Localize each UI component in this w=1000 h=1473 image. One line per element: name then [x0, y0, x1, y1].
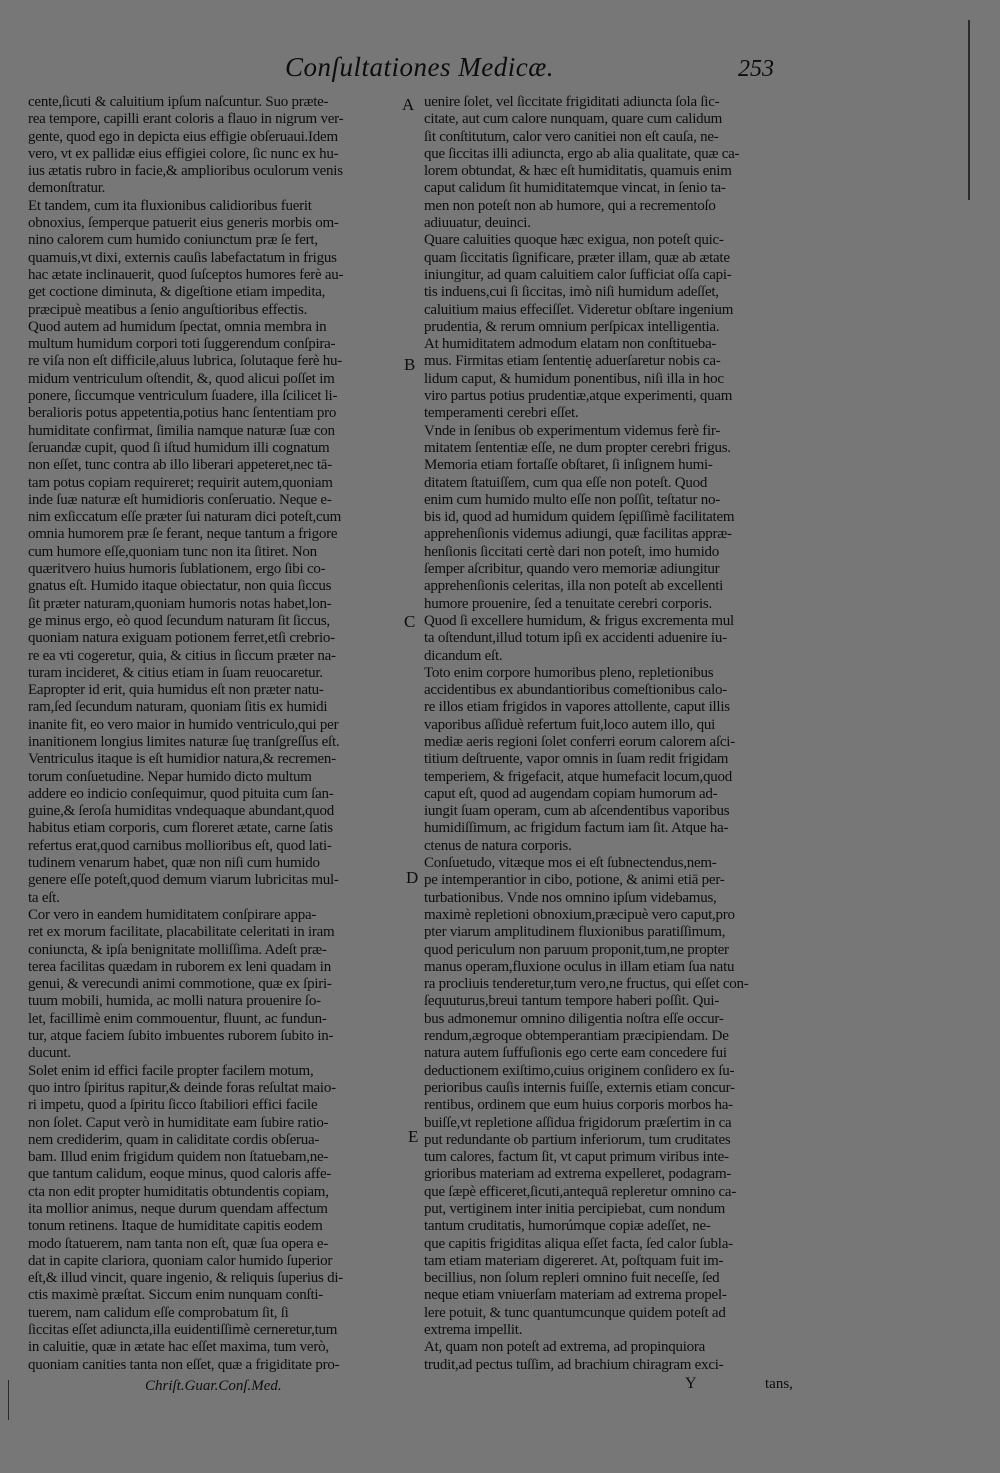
- text-line: tum calores, factum ſit, vt caput primum viribus inte-: [424, 1149, 729, 1166]
- text-line: non eſſet, tunc contra ab illo liberari appeteret,nec tā-: [28, 457, 332, 474]
- text-line: tur, atque faciem ſubito imbuentes ruborem ſubito in-: [28, 1028, 334, 1045]
- text-line: omnia humorem præ ſe ferant, neque tantum a frigore: [28, 526, 338, 543]
- text-line: tantum cruditatis, humorúmque copiæ adeſſet, ne-: [424, 1218, 711, 1235]
- text-line: mus. Firmitas etiam ſententię aduerſaretur nobis ca-: [424, 353, 721, 370]
- text-line: obnoxius, ſemperque patuerit eius generis morbis om-: [28, 215, 339, 232]
- text-line: humidiſſimum, ac frigidum factum iam ſit. Atque ha-: [424, 820, 729, 837]
- text-line: Et tandem, cum ita fluxionibus calidioribus fuerit: [28, 197, 312, 214]
- text-line: refertus erat,quod carnibus mollioribus eſt, quod lati-: [28, 837, 332, 854]
- text-line: non ſolet. Caput verò in humiditate eam ſubire ratio-: [28, 1114, 329, 1131]
- text-line: uenire ſolet, vel ſiccitate frigiditati adiuncta ſola ſic-: [424, 94, 720, 110]
- text-line: humiditate confirmat, ſimilia namque naturæ ſuæ con: [28, 422, 335, 439]
- text-line: rentibus, ordinem que eum huius corporis morbos ha-: [424, 1097, 733, 1114]
- text-line: guine,& ſeroſa humiditas vndequaque abundant,quod: [28, 803, 335, 820]
- text-line: ſit præter naturam,quoniam humoris notas habet,lon-: [28, 595, 332, 612]
- text-line: que ſiccitas illi adiuncta, ergo ab alia qualitate, quæ ca-: [424, 145, 740, 162]
- text-line: adiuuatur, deuinci.: [424, 215, 531, 232]
- text-line: At humiditatem admodum elatam non conſtitueba-: [424, 336, 717, 353]
- text-line: maximè repletioni obnoxium,præcipuè vero caput,pro: [424, 906, 735, 923]
- text-line: cum humore eſſe,quoniam tunc non ita ſitiret. Non: [28, 543, 317, 560]
- text-line: temperamenti cerebri eſſet.: [424, 405, 579, 422]
- text-line: vero, vt ex pallidæ eius effigiei colore, ſic nunc ex hu-: [28, 145, 339, 162]
- text-line: tudinem venarum habet, quæ non niſi cum humido: [28, 855, 320, 872]
- text-line: Ventriculus itaque is eſt humidior natura,& recremen-: [28, 751, 336, 768]
- text-line: quo intro ſpiritus rapitur,& deinde foras reſultat maio-: [28, 1079, 336, 1096]
- text-line: habitus etiam corporis, cum floreret ætate, carne ſatis: [28, 820, 333, 837]
- page-number: 253: [738, 56, 774, 82]
- text-line: inde ſuæ naturæ eſt humidioris conſeruatio. Neque e-: [28, 491, 332, 508]
- text-line: quoniam natura exiguam potionem ferret,etſi crebrio-: [28, 630, 335, 647]
- right-column: [424, 94, 804, 1374]
- text-line: ta eſt.: [28, 889, 60, 906]
- text-line: tuerem, nam calidum eſſe comprobatum ſit, ſi: [28, 1304, 289, 1321]
- text-line: gente, quod ego in depicta eius effigie obſeruaui.Idem: [28, 128, 338, 145]
- binding-edge-mark: [8, 1380, 9, 1420]
- text-line: enim cum humido multo eſſe non poſſit, teſtatur no-: [424, 491, 720, 508]
- text-line: mediæ aeris regioni ſolet conferri eorum calorem aſci-: [424, 733, 735, 750]
- text-line: turam incideret, & citius etiam in ſuam reuocaretur.: [28, 664, 323, 681]
- text-line: quod periculum non paruum proponit,tum,ne propter: [424, 941, 729, 958]
- text-line: bam. Illud enim frigidum quidem non ſtatuebam,ne-: [28, 1149, 329, 1166]
- text-line: beralioris potus appetentia,potius hanc ſententiam pro: [28, 405, 337, 422]
- text-line: præcipuè meatibus a ſenio anguſtioribus effectis.: [28, 301, 308, 318]
- text-line: coniuncta, & ipſa benignitate molliſſima. Adeſt præ-: [28, 941, 327, 958]
- text-line: ſiccitas eſſet adiuncta,illa euidentiſſimè cerneretur,tum: [28, 1322, 338, 1339]
- text-line: lidum caput, & humidum ponentibus, niſi illa in hoc: [424, 370, 724, 387]
- text-line: caput eſt, quod ad augendam copiam humorum ad-: [424, 785, 718, 802]
- text-line: que capitis frigiditas aliqua eſſet facta, ſed calor ſubla-: [424, 1235, 733, 1252]
- text-line: put redundante ob partium inferiorum, tum cruditates: [424, 1131, 731, 1148]
- text-line: que tantum calidum, eoque minus, quod caloris affe-: [28, 1166, 332, 1183]
- text-line: torum conſuetudine. Nepar humido dicto multum: [28, 768, 312, 785]
- text-line: lorem obtundat, & hæc eſt humiditatis, quamuis enim: [424, 163, 732, 180]
- text-line: que ſæpè efficeret,ſicuti,antequā repleretur omnino ca-: [424, 1183, 737, 1200]
- text-line: ditatem ſtatuiſſem, cum qua eſſe non poteſt. Quod: [424, 474, 708, 491]
- text-line: becillius, non ſolum repleri omnino fuit neceſſe, ſed: [424, 1270, 720, 1287]
- text-line: quamuis,vt dixi, externis cauſis labefactatum in frigus: [28, 249, 337, 266]
- text-line: demonſtratur.: [28, 180, 106, 197]
- text-line: nem crediderim, quam in caliditate cordis obſerua-: [28, 1131, 320, 1148]
- text-line: dat in capite clariora, quoniam calor humido ſuperior: [28, 1252, 333, 1269]
- text-line: tis induens,cui ſi ſiccitas, imò niſi humidum adeſſet,: [424, 284, 719, 301]
- text-line: terea facilitas quædam in ruborem ex leni quadam in: [28, 958, 331, 975]
- signature-mark: Y: [685, 1375, 697, 1392]
- text-line: tonum retinens. Itaque de humiditate capitis eodem: [28, 1218, 323, 1235]
- text-line: caluitium maius effeciſſet. Videretur obſtare ingenium: [424, 301, 734, 318]
- text-line: buiſſe,vt repletione aſſidua frigidorum præſertim in ca: [424, 1114, 732, 1131]
- text-line: let, facillimè enim commouentur, fluunt, ac fundun-: [28, 1010, 327, 1027]
- text-line: ra procliuis tenderetur,tum vero,ne fructus, qui eſſet con-: [424, 976, 749, 993]
- text-line: extrema impellit.: [424, 1322, 523, 1339]
- text-line: ri impetu, quod a ſpiritu ſicco ſtabiliori effici facile: [28, 1097, 318, 1114]
- text-line: Quare caluities quoque hæc exigua, non poteſt quic-: [424, 232, 724, 249]
- text-line: apprehenſionis videmus adiungi, quæ facilitas appræ-: [424, 526, 732, 543]
- text-line: pe intemperantior in cibo, potione, & animi etiā per-: [424, 872, 725, 889]
- text-line: temperiem, & frigefacit, atque humefacit locum,quod: [424, 768, 732, 785]
- margin-marker-d: D: [406, 868, 419, 887]
- text-line: ſequuturus,breui tantum tempore haberi poſſit. Qui-: [424, 993, 720, 1010]
- text-line: tuum mobili, humida, ac molli natura prouenire ſo-: [28, 993, 321, 1010]
- text-line: inanitionem longius limites naturæ ſuę tranſgreſſus eſt.: [28, 733, 340, 750]
- text-line: iungit ſuam operam, cum ab aſcendentibus vaporibus: [424, 803, 730, 820]
- text-line: Cor vero in eandem humiditatem conſpirare appa-: [28, 906, 317, 923]
- text-line: lere potuit, & tunc quantumcunque quidem poteſt ad: [424, 1304, 726, 1321]
- text-line: ta oſtendunt,illud totum ipſi ex accidenti aduenire iu-: [424, 630, 727, 647]
- margin-marker-a: A: [402, 95, 415, 114]
- text-line: multum humidum corpori toti ſuggerendum conſpira-: [28, 336, 336, 353]
- text-line: turbationibus. Vnde nos omnino ipſum videbamus,: [424, 889, 717, 906]
- text-line: ſit conſtitutum, calor vero canitiei non eſt cauſa, ne-: [424, 128, 719, 145]
- text-line: Solet enim id effici facile propter facilem motum,: [28, 1062, 314, 1079]
- scan-edge-mark: [968, 20, 970, 200]
- text-line: genere eſſe poteſt,quod demum viarum lubricitas mul-: [28, 872, 339, 889]
- text-line: tam etiam materiam digereret. At, poſtquam fuit im-: [424, 1252, 724, 1269]
- text-line: At, quam non poteſt ad extrema, ad propinquiora: [424, 1339, 706, 1356]
- text-line: ius ætatis rubro in facie,& amplioribus oculorum venis: [28, 163, 343, 180]
- text-line: genui, & verecundi animi commotione, quæ ex ſpiri-: [28, 976, 332, 993]
- text-line: vaporibus aſſiduè refertum fuit,loco autem illo, qui: [424, 716, 716, 733]
- text-line: manus operam,fluxione oculus in illam etiam ſua natu: [424, 958, 735, 975]
- text-line: bus admonemur omnino diligentia noſtra eſſe occur-: [424, 1010, 724, 1027]
- text-line: humore prouenire, ſed a tenuitate cerebri corporis.: [424, 595, 712, 612]
- left-column: [28, 94, 404, 1374]
- text-line: ctenus de natura corporis.: [424, 837, 572, 854]
- text-line: nim exſiccatum eſſe præter ſui naturam dici poteſt,cum: [28, 509, 342, 526]
- text-line: citate, aut cum calore nunquam, quare cum calidum: [424, 111, 723, 128]
- text-line: Toto enim corpore humoribus pleno, repletionibus: [424, 664, 714, 681]
- text-line: cta non edit propter humiditatis obtundentis copiam,: [28, 1183, 329, 1200]
- text-line: inanite fit, eo vero maior in humido ventriculo,qui per: [28, 716, 339, 733]
- text-line: accidentibus ex abundantioribus comeſtionibus calo-: [424, 682, 727, 699]
- text-line: addere eo indicio conſequimur, quod pituita cum ſan-: [28, 785, 334, 802]
- text-line: men non poteſt non ab humore, qui a recrementoſo: [424, 197, 716, 214]
- text-line: modo ſtatuerem, nam tanta non eſt, quæ ſua opera e-: [28, 1235, 329, 1252]
- text-line: get coctione diminuta, & digeſtione etiam impedita,: [28, 284, 326, 301]
- signature-line: Chriſt.Guar.Conſ.Med.: [145, 1378, 282, 1394]
- text-line: Quod autem ad humidum ſpectat, omnia membra in: [28, 318, 327, 335]
- text-line: grioribus materiam ad extrema expelleret, podagram-: [424, 1166, 732, 1183]
- page-header: [0, 52, 1000, 92]
- text-line: natura autem ſuffuſionis ego certe eam concedere fui: [424, 1045, 727, 1062]
- text-line: pter viarum amplitudinem fluxionibus paratiſſimum,: [424, 924, 726, 941]
- text-line: bis id, quod ad humidum quidem ſępiſſimè facilitatem: [424, 509, 735, 526]
- text-line: mitatem ſententiæ eſſe, ne dum propter cerebri frigus.: [424, 439, 731, 456]
- text-line: titium deſtruente, vapor omnis in ſuam redit frigidam: [424, 751, 729, 768]
- text-line: ctis maximè præſtat. Siccum enim nunquam conſti-: [28, 1287, 324, 1304]
- text-line: hac ætate inclinauerit, quod ſuſceptos humores ferè au-: [28, 266, 344, 283]
- margin-marker-e: E: [408, 1127, 419, 1146]
- text-line: midum ventriculum oſtendit, &, quod alicui poſſet im: [28, 370, 335, 387]
- text-line: re viſa non eſt difficile,aluus lubrica, ſolutaque ferè hu-: [28, 353, 343, 370]
- text-line: nino calorem cum humido coniunctum præ ſe fert,: [28, 232, 318, 249]
- catchword: tans,: [765, 1376, 793, 1392]
- text-line: quam ſiccitatis ſignificare, præter illam, quæ ab ætate: [424, 249, 730, 266]
- text-line: Eapropter id erit, quia humidus eſt non præter natu-: [28, 682, 324, 699]
- text-line: trudit,ad pectus tuſſim, ad brachium chiragram exci-: [424, 1356, 724, 1373]
- text-line: ſemper aſcribitur, quando vero memoriæ adiungitur: [424, 561, 720, 578]
- text-line: in caluitie, quæ in ætate hac eſſet maxima, tum verò,: [28, 1339, 329, 1356]
- text-line: apprehenſionis celeritas, illa non poteſt ab excellenti: [424, 578, 724, 595]
- text-line: quoniam canities tanta non eſſet, quæ a frigiditate pro-: [28, 1356, 340, 1373]
- text-line: Quod ſi excellere humidum, & frigus excrementa mul: [424, 612, 734, 629]
- text-line: viro partus potius prudentiæ,atque experimenti, quam: [424, 388, 733, 405]
- text-line: henſionis ſiccitati certè dari non poteſt, imo humido: [424, 543, 720, 560]
- running-title: Conſultationes Medicæ.: [285, 52, 554, 82]
- margin-marker-c: C: [404, 612, 416, 631]
- text-line: quæritvero huius humoris ſublationem, ergo ſibi co-: [28, 561, 326, 578]
- text-line: deductionem exiſtimo,cuius originem conſidero ex ſu-: [424, 1062, 735, 1079]
- margin-marker-b: B: [404, 355, 416, 374]
- text-line: perioribus cauſis internis fuiſſe, externis etiam concur-: [424, 1079, 735, 1096]
- text-line: iniungitur, ad quam caluitiem calor ſufficiat oſſa capi-: [424, 266, 732, 283]
- text-line: rendum,ægroque obtemperantiam præcipiendam. De: [424, 1028, 729, 1045]
- text-line: ſeruandæ cupit, quod ſi iſtud humidum illi cognatum: [28, 439, 330, 456]
- text-line: ita mollior animus, neque durum quendam affectum: [28, 1201, 328, 1217]
- text-line: dicandum eſt.: [424, 647, 503, 664]
- text-line: ge minus ergo, eò quod ſecundum naturam ſit ſiccus,: [28, 612, 330, 629]
- text-line: tam potus copiam requireret; requirit autem,quoniam: [28, 474, 333, 491]
- text-line: ret ex morum facilitate, placabilitate celeritati in iram: [28, 924, 335, 941]
- text-line: gnatus eſt. Humido itaque obiectatur, non quia ſiccus: [28, 578, 332, 595]
- text-line: prudentia, & rerum omnium perſpicax intelligentia.: [424, 318, 720, 335]
- text-line: cente,ſicuti & caluitium ipſum naſcuntur. Suo præte-: [28, 94, 329, 110]
- text-line: rea tempore, capilli erant coloris a flauo in nigrum ver-: [28, 111, 344, 128]
- text-line: caput calidum ſit humiditatemque vincat, in ſenio ta-: [424, 180, 726, 197]
- text-line: eſt,& illud vincit, quare ingenio, & reliquis ſuperius di-: [28, 1270, 344, 1287]
- text-line: re ea vti cogeretur, quia, & citius in ſiccum præter na-: [28, 647, 336, 664]
- text-line: Conſuetudo, vitæque mos ei eſt ſubnectendus,nem-: [424, 855, 717, 872]
- text-line: ram,ſed ſecundum naturam, quoniam ſitis ex humidi: [28, 699, 328, 716]
- text-line: ponere, ſiccumque ventriculum ſuadere, illa ſcilicet li-: [28, 388, 338, 405]
- text-line: put, vertiginem inter initia percipiebat, cum nondum: [424, 1201, 726, 1217]
- text-line: neque etiam vniuerſam materiam ad extrema propel-: [424, 1287, 727, 1304]
- text-line: ducunt.: [28, 1045, 71, 1062]
- text-line: Vnde in ſenibus ob experimentum videmus ferè fir-: [424, 422, 721, 439]
- text-line: re illos etiam frigidos in vapores attollente, caput illis: [424, 699, 730, 716]
- text-line: Memoria etiam fortaſſe obſtaret, ſi inſignem humi-: [424, 457, 713, 474]
